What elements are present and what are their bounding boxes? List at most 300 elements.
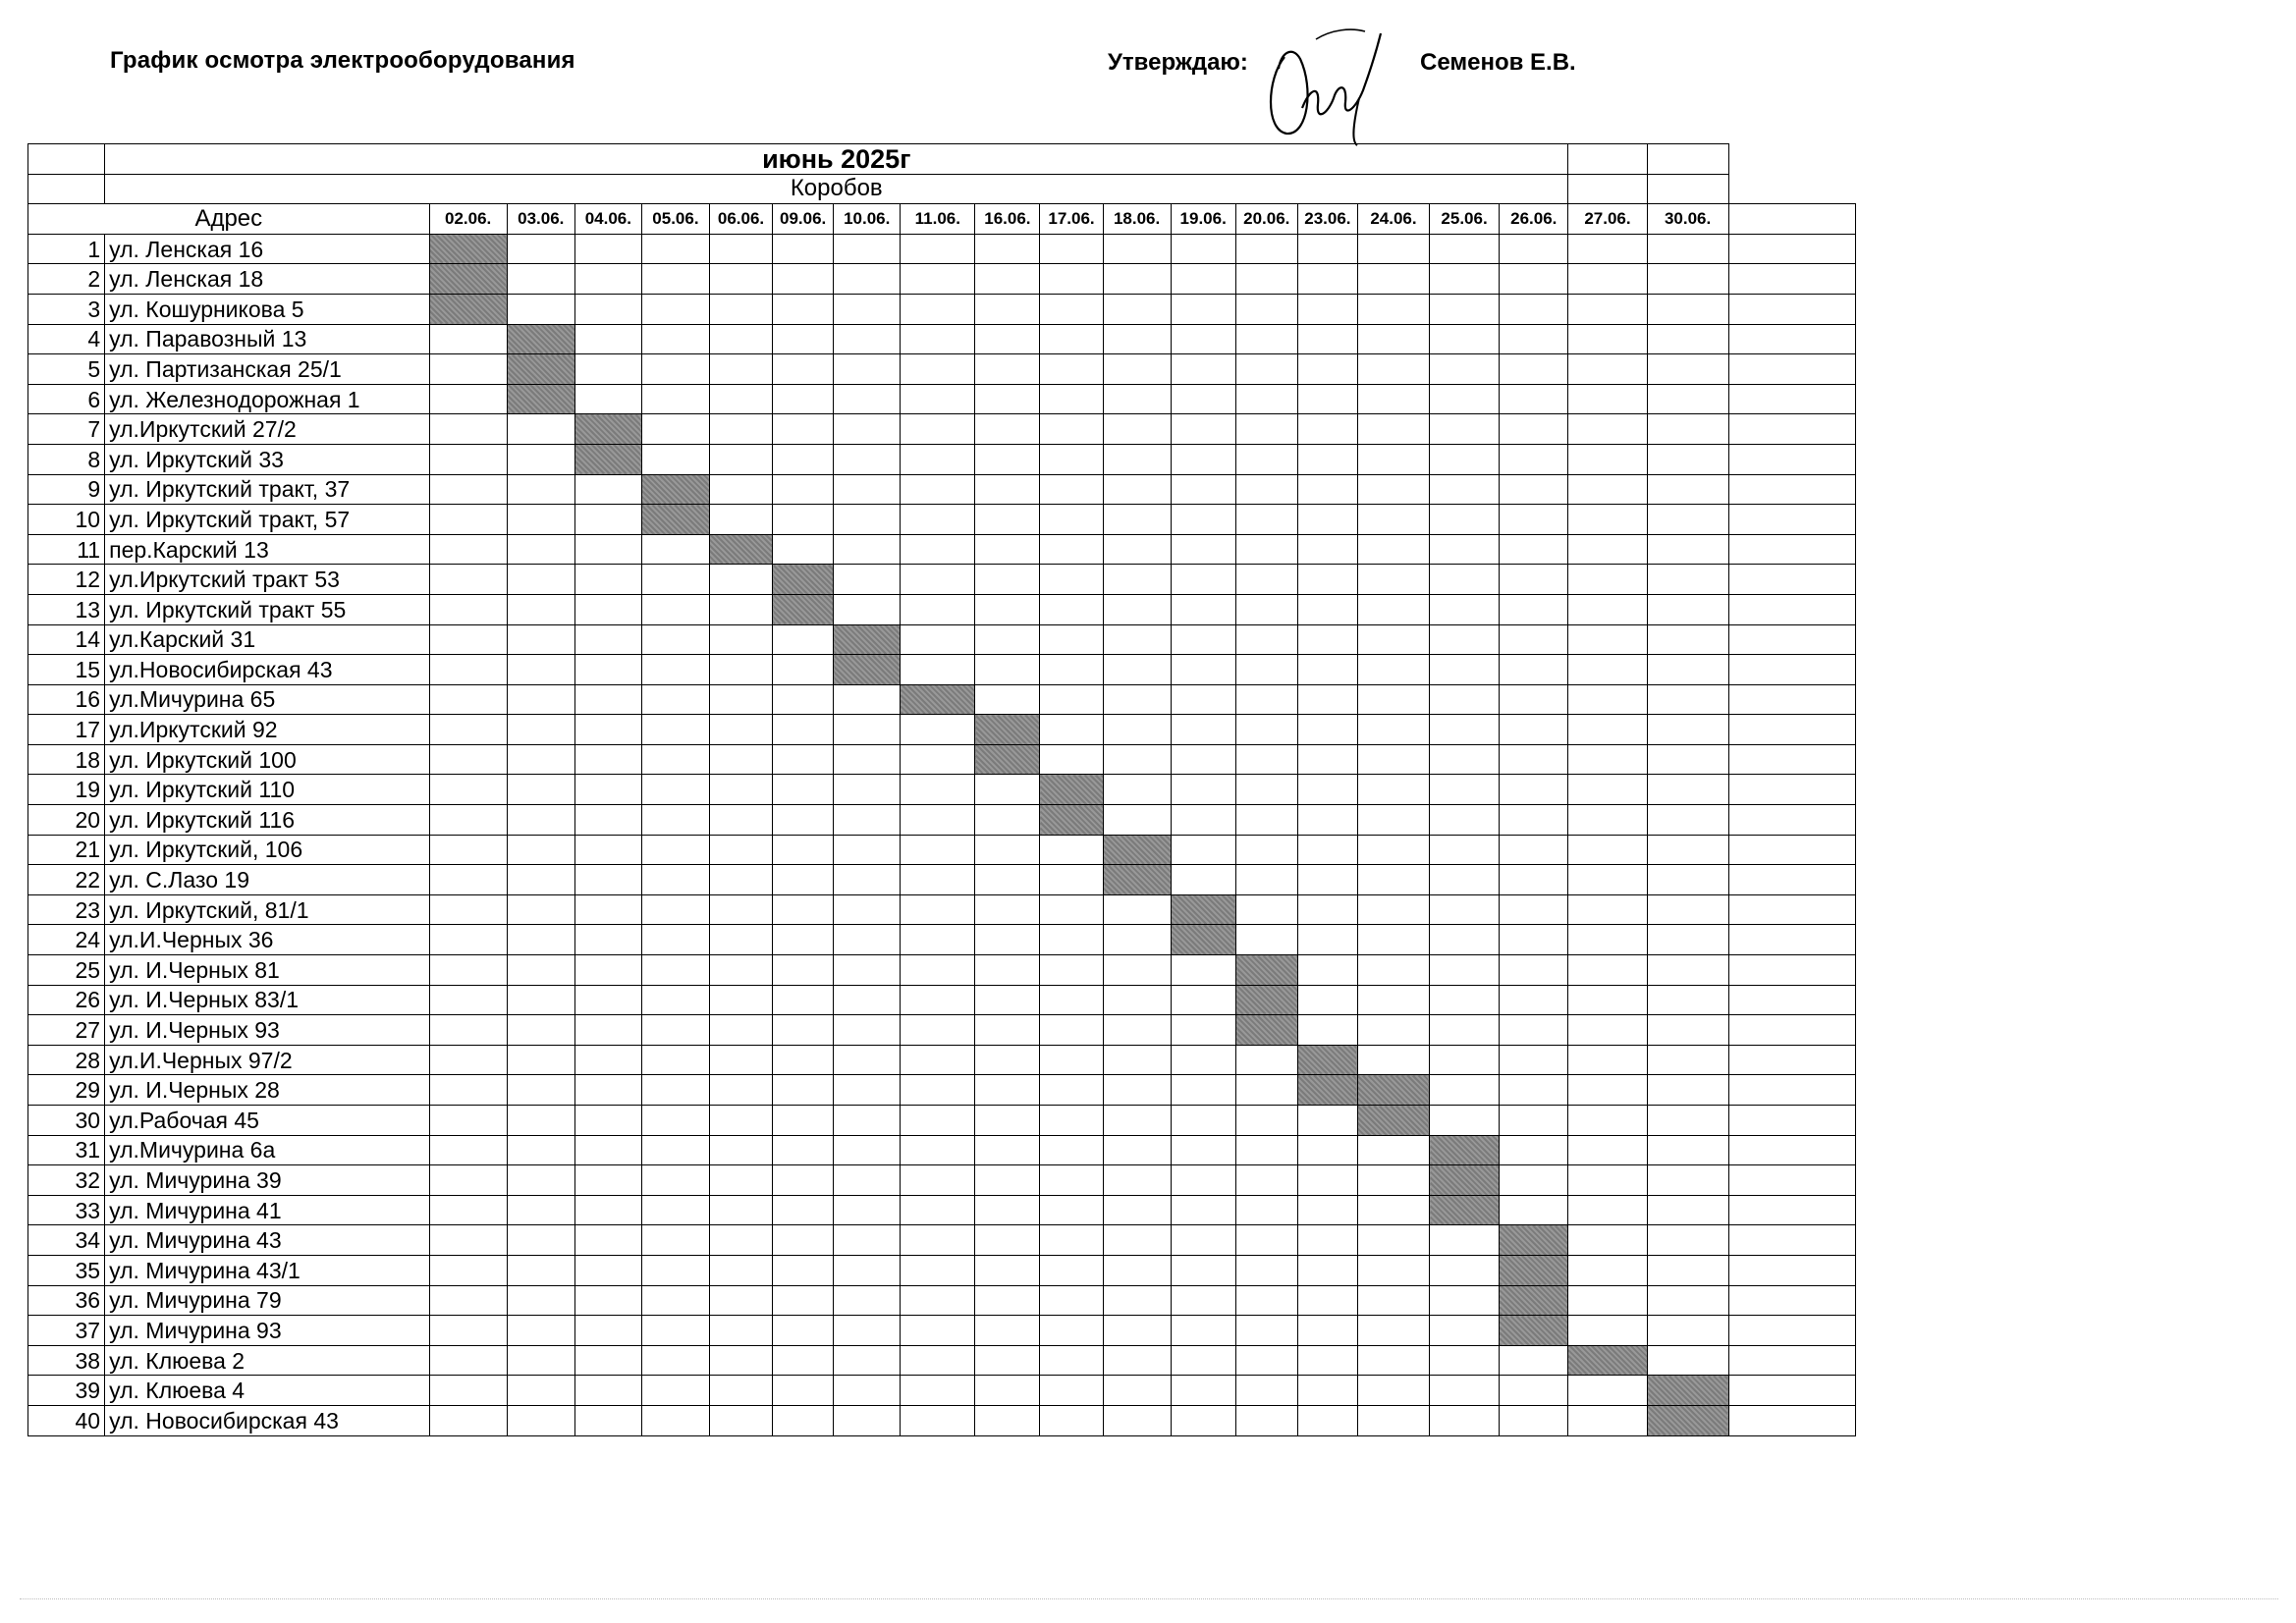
date-cell: [1171, 1195, 1235, 1225]
date-cell: [1357, 264, 1429, 295]
date-cell: [429, 865, 507, 895]
date-cell: [1040, 354, 1103, 385]
date-column-header: 03.06.: [507, 204, 574, 235]
date-cell: [507, 684, 574, 715]
date-cell: [1297, 865, 1357, 895]
date-cell: [1171, 414, 1235, 445]
date-cell: [1171, 264, 1235, 295]
date-cell: [1568, 1045, 1647, 1075]
address-cell: ул.И.Черных 97/2: [105, 1045, 429, 1075]
date-cell: [641, 354, 709, 385]
date-cell: [834, 534, 901, 565]
date-cell: [641, 715, 709, 745]
date-cell: [975, 775, 1040, 805]
scheduled-date-cell: [834, 655, 901, 685]
date-cell: [1647, 955, 1728, 986]
date-cell: [1500, 565, 1568, 595]
table-row: [28, 715, 1856, 745]
date-cell: [574, 1015, 641, 1046]
date-cell: [429, 1135, 507, 1165]
date-cell: [429, 684, 507, 715]
date-cell: [1040, 865, 1103, 895]
date-cell: [574, 1195, 641, 1225]
date-cell: [1040, 1345, 1103, 1376]
date-cell: [1235, 384, 1297, 414]
date-cell: [975, 594, 1040, 624]
date-cell: [429, 594, 507, 624]
date-cell: [901, 1135, 975, 1165]
date-cell: [1357, 354, 1429, 385]
header-blank-cell: [1647, 144, 1728, 175]
date-cell: [1103, 1345, 1171, 1376]
date-cell: [1568, 744, 1647, 775]
date-cell: [834, 474, 901, 505]
row-number: 3: [28, 294, 105, 324]
row-number: 31: [28, 1135, 105, 1165]
date-cell: [1040, 565, 1103, 595]
date-cell: [1235, 715, 1297, 745]
date-cell: [574, 1075, 641, 1106]
date-cell: [574, 1106, 641, 1136]
date-cell: [1297, 894, 1357, 925]
date-cell: [1297, 955, 1357, 986]
date-cell: [1647, 324, 1728, 354]
date-cell: [1235, 1075, 1297, 1106]
date-column-header: 18.06.: [1103, 204, 1171, 235]
date-cell: [1647, 865, 1728, 895]
date-cell: [507, 835, 574, 865]
date-cell: [1728, 1015, 1855, 1046]
date-cell: [574, 534, 641, 565]
date-cell: [429, 775, 507, 805]
date-cell: [773, 624, 834, 655]
address-cell: пер.Карский 13: [105, 534, 429, 565]
date-cell: [1500, 894, 1568, 925]
date-cell: [1103, 474, 1171, 505]
date-cell: [834, 1015, 901, 1046]
date-cell: [975, 684, 1040, 715]
row-number: 7: [28, 414, 105, 445]
table-row: [28, 1195, 1856, 1225]
row-number: 13: [28, 594, 105, 624]
row-number: 9: [28, 474, 105, 505]
date-cell: [1647, 1285, 1728, 1316]
date-cell: [773, 655, 834, 685]
date-cell: [773, 1075, 834, 1106]
row-number: 10: [28, 505, 105, 535]
date-cell: [429, 1165, 507, 1196]
date-cell: [1040, 1135, 1103, 1165]
date-cell: [1500, 1345, 1568, 1376]
date-cell: [507, 985, 574, 1015]
date-cell: [1103, 684, 1171, 715]
date-cell: [1568, 1195, 1647, 1225]
address-cell: ул.Карский 31: [105, 624, 429, 655]
date-cell: [641, 775, 709, 805]
date-cell: [1500, 1135, 1568, 1165]
date-cell: [1235, 684, 1297, 715]
date-cell: [1728, 324, 1855, 354]
scheduled-date-cell: [641, 474, 709, 505]
date-cell: [901, 955, 975, 986]
date-cell: [1040, 1106, 1103, 1136]
date-cell: [834, 925, 901, 955]
date-cell: [834, 775, 901, 805]
date-cell: [1568, 264, 1647, 295]
date-cell: [1430, 234, 1500, 264]
date-cell: [773, 294, 834, 324]
scheduled-date-cell: [1357, 1075, 1429, 1106]
date-cell: [1357, 1195, 1429, 1225]
date-cell: [709, 294, 772, 324]
date-cell: [1103, 655, 1171, 685]
date-cell: [1430, 384, 1500, 414]
date-cell: [1297, 474, 1357, 505]
date-cell: [901, 1015, 975, 1046]
date-cell: [429, 1255, 507, 1285]
date-cell: [507, 865, 574, 895]
date-cell: [1103, 234, 1171, 264]
date-cell: [773, 354, 834, 385]
document-title: График осмотра электрооборудования: [110, 47, 575, 74]
date-cell: [429, 1225, 507, 1256]
date-cell: [574, 1405, 641, 1435]
date-cell: [1357, 1285, 1429, 1316]
address-cell: ул.Иркутский 27/2: [105, 414, 429, 445]
date-cell: [709, 565, 772, 595]
approve-label: Утверждаю:: [1108, 49, 1248, 76]
scheduled-date-cell: [429, 264, 507, 295]
date-cell: [1647, 1045, 1728, 1075]
date-cell: [1357, 865, 1429, 895]
date-cell: [1171, 805, 1235, 836]
date-cell: [975, 624, 1040, 655]
date-cell: [574, 474, 641, 505]
address-cell: ул.Мичурина 6а: [105, 1135, 429, 1165]
date-cell: [574, 624, 641, 655]
date-cell: [1500, 234, 1568, 264]
address-cell: ул. Иркутский 100: [105, 744, 429, 775]
address-cell: ул. Кошурникова 5: [105, 294, 429, 324]
date-cell: [641, 624, 709, 655]
table-row: [28, 894, 1856, 925]
address-cell: ул. Партизанская 25/1: [105, 354, 429, 385]
date-cell: [975, 565, 1040, 595]
date-cell: [1235, 565, 1297, 595]
date-cell: [1103, 775, 1171, 805]
date-cell: [1040, 744, 1103, 775]
date-cell: [975, 234, 1040, 264]
date-cell: [1728, 925, 1855, 955]
date-cell: [773, 955, 834, 986]
address-cell: ул. Мичурина 43: [105, 1225, 429, 1256]
table-row: [28, 925, 1856, 955]
date-cell: [834, 715, 901, 745]
scheduled-date-cell: [1500, 1225, 1568, 1256]
date-cell: [1171, 955, 1235, 986]
date-cell: [1430, 324, 1500, 354]
date-cell: [1500, 655, 1568, 685]
date-cell: [507, 505, 574, 535]
date-cell: [709, 925, 772, 955]
date-cell: [1568, 354, 1647, 385]
date-cell: [1171, 294, 1235, 324]
table-row: [28, 444, 1856, 474]
date-column-header: 23.06.: [1297, 204, 1357, 235]
address-cell: ул.Иркутский тракт 53: [105, 565, 429, 595]
table-row: [28, 1075, 1856, 1106]
date-cell: [641, 234, 709, 264]
date-cell: [1568, 1225, 1647, 1256]
date-cell: [975, 1195, 1040, 1225]
address-cell: ул. Иркутский, 81/1: [105, 894, 429, 925]
table-row: [28, 1165, 1856, 1196]
date-cell: [429, 534, 507, 565]
date-cell: [507, 744, 574, 775]
date-cell: [1647, 894, 1728, 925]
date-cell: [1171, 324, 1235, 354]
date-cell: [1040, 534, 1103, 565]
date-cell: [1357, 1316, 1429, 1346]
date-cell: [901, 234, 975, 264]
date-cell: [1500, 925, 1568, 955]
date-cell: [901, 474, 975, 505]
date-cell: [429, 1345, 507, 1376]
date-cell: [1297, 324, 1357, 354]
date-cell: [574, 835, 641, 865]
date-cell: [1568, 624, 1647, 655]
date-cell: [641, 444, 709, 474]
date-cell: [1647, 1075, 1728, 1106]
date-cell: [1728, 1255, 1855, 1285]
date-cell: [1430, 805, 1500, 836]
date-cell: [1040, 1195, 1103, 1225]
date-cell: [1728, 894, 1855, 925]
date-cell: [773, 1106, 834, 1136]
date-cell: [429, 414, 507, 445]
date-cell: [975, 1285, 1040, 1316]
scheduled-date-cell: [834, 624, 901, 655]
date-cell: [901, 444, 975, 474]
date-cell: [901, 925, 975, 955]
scheduled-date-cell: [1103, 865, 1171, 895]
date-cell: [1647, 565, 1728, 595]
date-cell: [1297, 985, 1357, 1015]
date-cell: [429, 835, 507, 865]
scheduled-date-cell: [1357, 1106, 1429, 1136]
date-cell: [901, 1106, 975, 1136]
date-cell: [507, 1225, 574, 1256]
date-cell: [1357, 985, 1429, 1015]
date-cell: [507, 1405, 574, 1435]
date-cell: [507, 594, 574, 624]
date-cell: [429, 805, 507, 836]
date-cell: [1647, 444, 1728, 474]
date-cell: [1500, 534, 1568, 565]
date-cell: [1728, 715, 1855, 745]
date-cell: [1430, 534, 1500, 565]
date-cell: [1430, 414, 1500, 445]
date-cell: [834, 384, 901, 414]
date-cell: [773, 715, 834, 745]
table-row: [28, 414, 1856, 445]
date-cell: [574, 1165, 641, 1196]
row-number: 4: [28, 324, 105, 354]
date-cell: [709, 1345, 772, 1376]
date-cell: [1040, 1285, 1103, 1316]
date-cell: [1235, 744, 1297, 775]
date-cell: [709, 594, 772, 624]
scheduled-date-cell: [1040, 805, 1103, 836]
date-cell: [1297, 444, 1357, 474]
date-cell: [1728, 1045, 1855, 1075]
table-row: [28, 565, 1856, 595]
column-header-row: [28, 204, 1856, 235]
date-cell: [1040, 835, 1103, 865]
date-cell: [429, 444, 507, 474]
table-row: [28, 775, 1856, 805]
date-cell: [1430, 565, 1500, 595]
date-cell: [1728, 624, 1855, 655]
date-cell: [574, 594, 641, 624]
row-number: 5: [28, 354, 105, 385]
date-cell: [1297, 594, 1357, 624]
date-cell: [641, 1135, 709, 1165]
date-cell: [834, 324, 901, 354]
date-cell: [574, 234, 641, 264]
date-cell: [1235, 324, 1297, 354]
date-cell: [1728, 1376, 1855, 1406]
date-cell: [1357, 925, 1429, 955]
date-cell: [1297, 384, 1357, 414]
table-row: [28, 655, 1856, 685]
row-number: 26: [28, 985, 105, 1015]
date-cell: [1297, 1345, 1357, 1376]
date-cell: [1040, 384, 1103, 414]
date-cell: [1103, 1135, 1171, 1165]
date-cell: [1103, 1376, 1171, 1406]
date-cell: [1103, 925, 1171, 955]
date-cell: [1568, 894, 1647, 925]
date-cell: [709, 354, 772, 385]
date-cell: [834, 955, 901, 986]
date-cell: [834, 835, 901, 865]
table-row: [28, 324, 1856, 354]
date-cell: [1103, 805, 1171, 836]
date-cell: [1568, 1285, 1647, 1316]
table-row: [28, 294, 1856, 324]
date-cell: [975, 925, 1040, 955]
date-cell: [975, 505, 1040, 535]
date-cell: [641, 1405, 709, 1435]
address-cell: ул.Мичурина 65: [105, 684, 429, 715]
date-cell: [709, 1316, 772, 1346]
date-cell: [1297, 264, 1357, 295]
date-cell: [773, 684, 834, 715]
date-cell: [1647, 505, 1728, 535]
date-cell: [1297, 1285, 1357, 1316]
date-cell: [1728, 264, 1855, 295]
date-column-header: 17.06.: [1040, 204, 1103, 235]
date-cell: [641, 1285, 709, 1316]
row-number: 20: [28, 805, 105, 836]
date-cell: [1040, 594, 1103, 624]
date-cell: [709, 1376, 772, 1406]
date-cell: [975, 865, 1040, 895]
date-column-header: 02.06.: [429, 204, 507, 235]
date-cell: [641, 324, 709, 354]
date-cell: [773, 1376, 834, 1406]
date-cell: [641, 1075, 709, 1106]
date-cell: [507, 234, 574, 264]
date-cell: [1235, 594, 1297, 624]
date-cell: [1171, 655, 1235, 685]
date-cell: [834, 1106, 901, 1136]
date-cell: [1430, 955, 1500, 986]
date-cell: [641, 894, 709, 925]
date-cell: [1568, 955, 1647, 986]
date-cell: [1568, 775, 1647, 805]
date-cell: [975, 324, 1040, 354]
date-cell: [834, 1075, 901, 1106]
table-row: [28, 234, 1856, 264]
scheduled-date-cell: [1171, 925, 1235, 955]
date-cell: [1297, 565, 1357, 595]
date-cell: [574, 1045, 641, 1075]
address-cell: ул.Иркутский 92: [105, 715, 429, 745]
scheduled-date-cell: [1103, 835, 1171, 865]
date-cell: [1103, 985, 1171, 1015]
date-cell: [1647, 264, 1728, 295]
table-row: [28, 744, 1856, 775]
date-cell: [1728, 1075, 1855, 1106]
date-cell: [975, 835, 1040, 865]
date-cell: [834, 1165, 901, 1196]
date-cell: [1568, 1405, 1647, 1435]
date-cell: [1568, 1316, 1647, 1346]
date-cell: [1568, 594, 1647, 624]
date-cell: [1430, 715, 1500, 745]
date-cell: [574, 715, 641, 745]
address-cell: ул. Иркутский 33: [105, 444, 429, 474]
date-cell: [901, 1405, 975, 1435]
date-cell: [975, 1045, 1040, 1075]
month-header-row: [28, 144, 1856, 175]
date-cell: [1235, 1045, 1297, 1075]
date-cell: [641, 925, 709, 955]
date-cell: [773, 234, 834, 264]
address-cell: ул. Мичурина 79: [105, 1285, 429, 1316]
date-cell: [641, 565, 709, 595]
row-number: 1: [28, 234, 105, 264]
date-cell: [1357, 1255, 1429, 1285]
date-cell: [1728, 805, 1855, 836]
date-cell: [574, 1135, 641, 1165]
date-cell: [773, 1225, 834, 1256]
date-cell: [1568, 414, 1647, 445]
date-cell: [1040, 1015, 1103, 1046]
date-cell: [574, 264, 641, 295]
date-cell: [975, 444, 1040, 474]
date-cell: [1430, 925, 1500, 955]
date-cell: [1235, 354, 1297, 385]
row-number: 32: [28, 1165, 105, 1196]
date-cell: [1430, 1376, 1500, 1406]
date-cell: [1357, 1345, 1429, 1376]
date-cell: [1040, 1316, 1103, 1346]
date-cell: [773, 1405, 834, 1435]
table-row: [28, 1135, 1856, 1165]
